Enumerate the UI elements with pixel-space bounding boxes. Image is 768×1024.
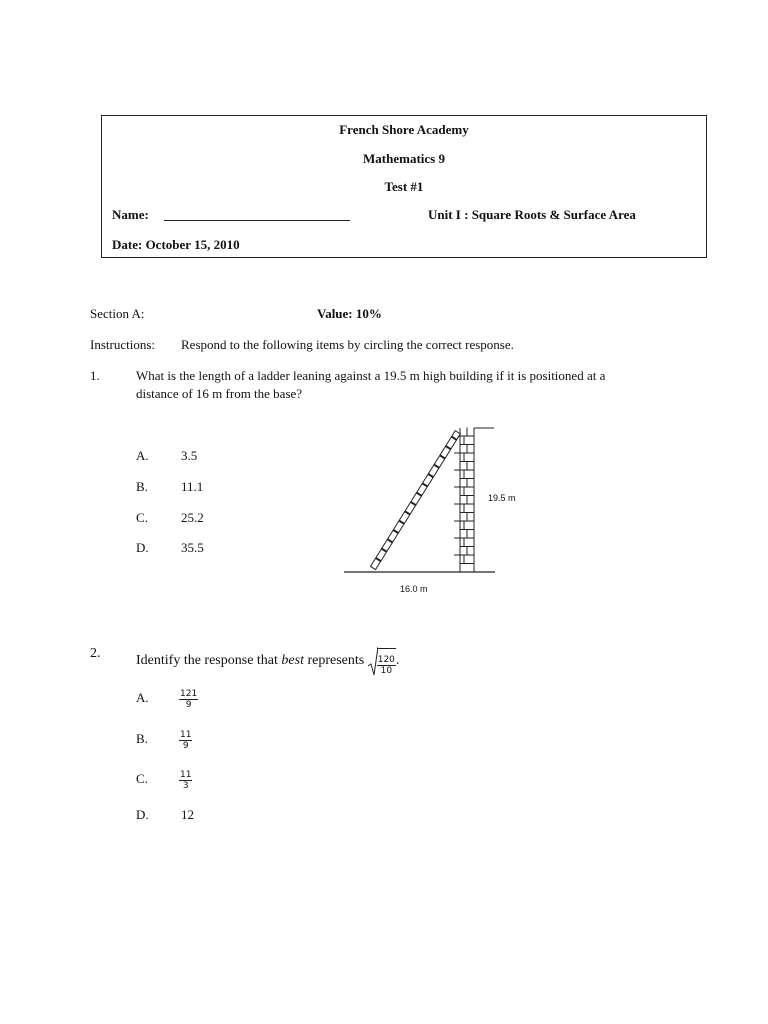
section-value: Value: 10%	[317, 306, 382, 321]
q1-stem-line1: What is the length of a ladder leaning against a 19.5 m high building if it is positioned at a	[136, 368, 606, 383]
radical-expression	[368, 646, 396, 676]
school-name: French Shore Academy	[339, 122, 469, 137]
q2-option-b-fraction	[179, 730, 192, 751]
q2-stem-prefix: Identify the response that	[136, 653, 282, 668]
q1-option-d-text: 35.5	[181, 540, 204, 555]
q1-option-a-text: 3.5	[181, 448, 198, 463]
section-label: Section A:	[90, 306, 145, 321]
q1-option-d-letter: D.	[136, 540, 149, 555]
q2-option-c-denominator: 3	[182, 781, 189, 791]
q1-stem-line2: distance of 16 m from the base?	[136, 386, 303, 401]
instructions-text: Respond to the following items by circling the correct response.	[181, 337, 514, 352]
ladder	[370, 431, 460, 570]
q1-option-b-text: 11.1	[181, 479, 204, 494]
building-height-label: 19.5 m	[488, 493, 516, 503]
q2-option-c-letter: C.	[136, 771, 148, 786]
q2-option-a-numerator: 121	[180, 689, 198, 699]
test-date: Date: October 15, 2010	[112, 237, 240, 252]
name-blank-line[interactable]	[164, 220, 350, 221]
q2-option-a-letter: A.	[136, 690, 149, 705]
radical-numerator: 120	[377, 655, 395, 665]
q1-option-c-letter: C.	[136, 510, 148, 525]
q1-option-b-letter: B.	[136, 479, 148, 494]
course-name: Mathematics 9	[363, 151, 445, 166]
q2-option-c-fraction-wrap	[179, 765, 192, 791]
q2-stem	[136, 646, 399, 676]
q1-option-c-text: 25.2	[181, 510, 204, 525]
q1-option-a-letter: A.	[136, 448, 149, 463]
q2-stem-end: .	[395, 653, 400, 668]
q2-option-d-text: 12	[181, 807, 194, 822]
test-title: Test #1	[384, 179, 424, 194]
unit-title: Unit I : Square Roots & Surface Area	[428, 207, 636, 222]
instructions-label: Instructions:	[90, 337, 155, 352]
q2-option-c-numerator: 11	[180, 770, 192, 780]
name-label: Name:	[112, 207, 149, 222]
q2-stem-suffix: represents	[303, 653, 368, 668]
base-distance-label: 16.0 m	[400, 584, 428, 594]
q2-option-b-fraction-wrap	[179, 725, 192, 751]
q2-option-d-letter: D.	[136, 807, 149, 822]
q2-option-b-denominator: 9	[182, 741, 189, 751]
q2-stem-emphasis: best	[281, 653, 304, 668]
q2-option-c-fraction	[179, 770, 192, 791]
q1-number: 1.	[90, 368, 100, 383]
q2-number: 2.	[90, 646, 101, 661]
q2-option-a-fraction-wrap	[179, 684, 198, 710]
q2-option-a-denominator: 9	[185, 700, 192, 710]
q2-option-b-letter: B.	[136, 731, 148, 746]
q2-option-a-fraction	[179, 689, 198, 710]
header-box	[101, 115, 707, 258]
ladder-diagram	[340, 420, 510, 580]
q2-option-b-numerator: 11	[180, 730, 192, 740]
radical-denominator: 10	[380, 666, 393, 676]
radical-fraction	[377, 655, 396, 676]
